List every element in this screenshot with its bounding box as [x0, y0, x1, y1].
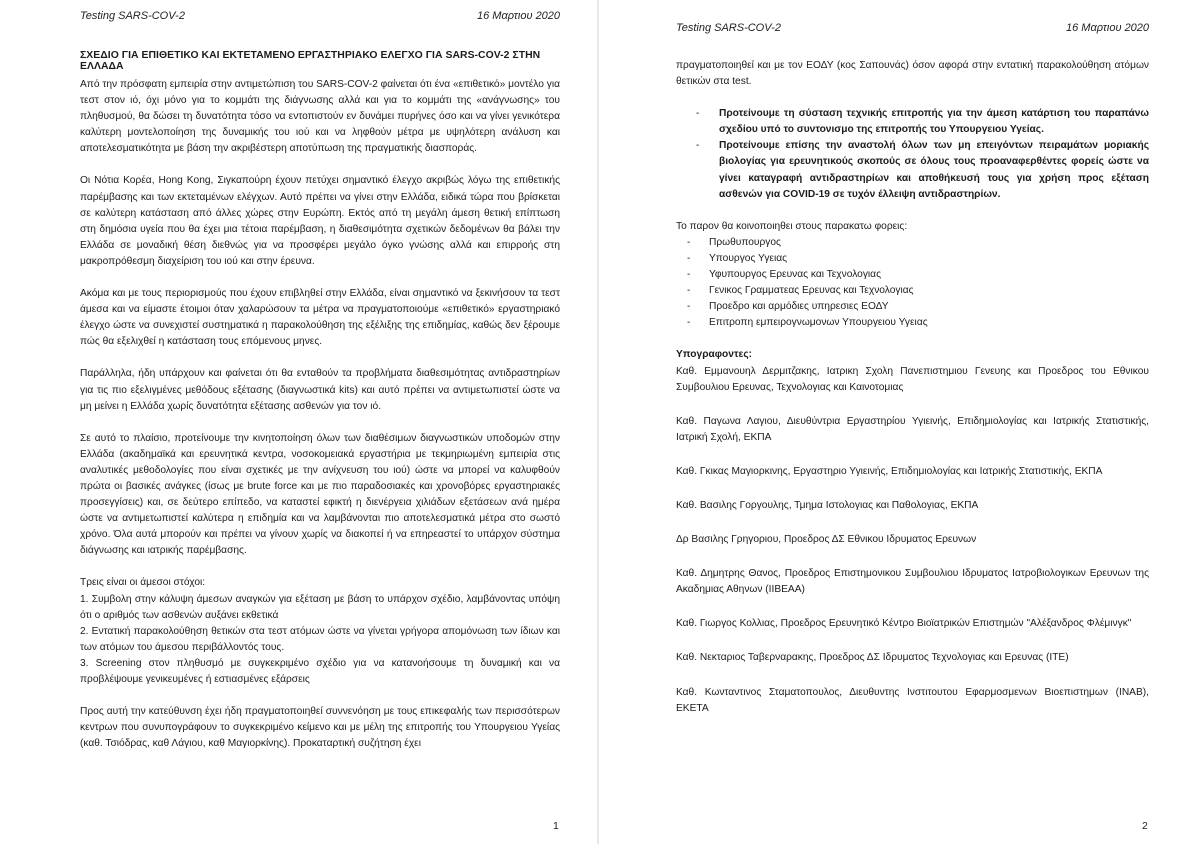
signatory-entry: Καθ. Εμμανουηλ Δερμιτζακης, Ιατρικη Σχολη Πανεπιστημιου Γενευης και Προεδρος του Εθνικου Συμβουλιου Ερευνας, Τεχνολογιας και Καινοτομιας	[676, 365, 1149, 393]
signatory-entry: Δρ Βασιλης Γρηγοριου, Προεδρος ΔΣ Εθνικου Ιδρυματος Ερευνων	[676, 534, 977, 546]
signatory-entry: Καθ. Κωνταντινος Σταματοπουλος, Διευθυντης Ινστιτουτου Εφαρμοσμενων Βιοεπιστημων (INAB), ΕΚΕΤΑ	[676, 686, 1149, 714]
document-page-1	[0, 0, 598, 844]
objectives-intro: Τρεις είναι οι άμεσοι στόχοι:	[80, 577, 206, 589]
paragraph-proposal: Σε αυτό το πλαίσιο, προτείνουμε την κινητοποίηση όλων των διαθέσιμων διαγνωστικών υποδομών στην Ελλάδα (ακαδημαϊκά και ερευνητικά κεντρα, νοσοκομειακά εργαστήρια με τεκμηριωμένη εμπειρία στις αναλυτικές μεθοδολογίες που είναι σχετικές με την ανίχνευση του ιού) ώστε να μπορεί να καλυφθούν πρώτα οι βασικές ανάγκες (ίσως με brute force και με πιο παραδοσιακές και χρονοβόρες εργαστηριακές προσεγγίσεις) και, σε δεύτερο επίπεδο, να καταστεί εφικτή η διενέργεια χιλιάδων εξετάσεων ανά ημέρα ώστε να αντιμετωπιστεί καλύτερα η επιδημία και να λαμβάνονται πιο αποτελεσματικά μέτρα στο σωστό χρόνο. Όλα αυτά μπορούν και πρέπει να γίνουν χωρίς να διακοπεί ή να επηρεαστεί το υπάρχον σύστημα διάγνωσης και ιατρικής παρέμβασης.	[80, 432, 560, 557]
recipients-intro: Το παρον θα κοινοποιηθει στους παρακατω φορεις:	[676, 220, 908, 232]
proposal-item: - Προτείνουμε τη σύσταση τεχνικής επιτροπής για την άμεση κατάρτιση του παραπάνω σχεδίου υπό το συντονισμο της επιτροπής του Υπουργειου Υγείας.	[696, 108, 1149, 136]
signatory-entry: Καθ. Γιωργος Κολλιας, Προεδρος Ερευνητικό Κέντρο Βιοϊατρικών Επιστημών "Αλέξανδρος Φλέμινγκ"	[676, 618, 1132, 630]
proposals-list	[696, 106, 1149, 203]
objective-item: 2. Εντατική παρακολούθηση θετικών στα τεστ ατόμων ώστε να γίνεται γρήγορα απομόνωση των ίδιων και των ατόμων του άμεσου περιβάλλοντός τους.	[80, 625, 560, 653]
recipient-item: - Προεδρο και αρμόδιες υπηρεσιες ΕΟΔΥ	[687, 301, 889, 313]
paragraph-restrictions: Ακόμα και με τους περιορισμούς που έχουν επιβληθεί στην Ελλάδα, είναι σημαντικό να ξεκινήσουν τα τεστ άμεσα και να είμαστε έτοιμοι όταν χαλαρώσουν τα μέτρα να πραγματοποιούμε «επιθετικό» εργαστηριακό έλεγχο ώστε να συνεχιστεί συστηματικά η παρακολούθηση της εξέλιξης της επιδημίας, καθώς δεν ξέρουμε πώς θα εξελιχθεί η κατάσταση τους επόμενους μηνες.	[80, 288, 560, 348]
recipients-list	[687, 235, 1149, 332]
paragraph-continuation: πραγματοποιηθεί και με τον ΕΟΔΥ (κος Σαπουνάς) όσον αφορά στην εντατική παρακολούθηση ατόμων θετικών στα test.	[676, 60, 1149, 88]
page2-body	[676, 58, 1149, 717]
recipient-item: - Επιτροπη εμπειρογνωμονων Υπουργειου Υγειας	[687, 317, 928, 329]
page1-body	[80, 77, 560, 752]
header-left: Testing SARS-COV-2	[80, 10, 185, 22]
page-number: 1	[553, 820, 559, 832]
signatories-title: Υπογραφοντες:	[676, 349, 753, 361]
paragraph-coordination: Προς αυτή την κατεύθυνση έχει ήδη πραγματοποιηθεί συννενόηση με τους επικεφαλής των περισσότερων κεντρων που συνυπογράφουν το συγκεκριμένο κείμενο και με μέλη της επιτροπής του Υπουργειου Υγείας (καθ. Τσιόδρας, καθ Λάγιου, καθ Μαγιορκίνης). Προκαταρτική συζήτηση έχει	[80, 706, 560, 750]
recipient-item: - Υφυπουργος Ερευνας και Τεχνολογιας	[687, 269, 881, 281]
signatory-entry: Καθ. Βασιλης Γοργουλης, Τμημα Ιστολογιας και Παθολογιας, ΕΚΠΑ	[676, 499, 979, 511]
paragraph-reagents: Παράλληλα, ήδη υπάρχουν και φαίνεται ότι θα ενταθούν τα προβλήματα διαθεσιμότητας αντιδραστηρίων για τις πιο εξελιγμένες μεθόδους εξέτασης (διαγνωστικά kits) και αυτό πρέπει να αντιμετωπιστεί ώστε να μη μείνει η Ελλάδα χωρίς δυνατότητα εξέτασης ασθενών για τον ιό.	[80, 368, 560, 412]
objective-item: 3. Screening στον πληθυσμό με συγκεκριμένο σχέδιο για να κατανοήσουμε τη δυναμική και να προβλέψουμε γενικευμένες ή εστιασμένες εξάρσεις	[80, 657, 560, 685]
signatory-entry: Καθ. Παγωνα Λαγιου, Διευθύντρια Εργαστηρίου Υγιεινής, Επιδημιολογίας και Ιατρικής Στατιστικής, Ιατρική Σχολή, ΕΚΠΑ	[676, 415, 1149, 443]
signatory-entry: Καθ. Δημητρης Θανος, Προεδρος Επιστημονικου Συμβουλιου Ιδρυματος Ιατροβιολογικων Ερευνων της Ακαδημιας Αθηνων (ΙΙΒΕΑΑ)	[676, 568, 1149, 596]
recipient-item: - Υπουργος Υγειας	[687, 252, 788, 264]
paragraph-examples: Οι Νότια Κορέα, Hong Kong, Σιγκαπούρη έχουν πετύχει σημαντικό έλεγχο ακριβώς λόγω της επιθετικής παρέμβασης και των εκτεταμένων ελέγχων. Αυτό πρέπει να γίνει στην Ελλάδα, ειδικά τώρα που βρίσκεται σε καλύτερη κατάσταση από άλλες χώρες στην Ευρώπη. Εκτός από τη μεγάλη άμεση θετική επίπτωση στη δημόσια υγεία που θα έχει μια τέτοια παρέμβαση, η διαθεσιμότητα σχετικών δεδομένων θα βάλει την Ελλάδα σε μοναδική θέση διεθνώς για να προσφέρει μεγάλο όγκο γνώσης αλλά και επιρροής στη μακροπρόθεσμη διαχείριση του ιού και στην έρευνα.	[80, 175, 560, 267]
document-title: ΣΧΕΔΙΟ ΓΙΑ ΕΠΙΘΕΤΙΚΟ ΚΑΙ ΕΚΤΕΤΑΜΕΝΟ ΕΡΓΑΣΤΗΡΙΑΚΟ ΕΛΕΓΧΟ ΓΙΑ SARS-COV-2 ΣΤΗΝ ΕΛΛΑΔΑ	[80, 50, 541, 72]
proposal-item: - Προτείνουμε επίσης την αναστολή όλων των μη επειγόντων πειραμάτων μοριακής βιολογίας για ερευνητικούς σκοπούς σε όλους τους προαναφερθέντες φορείς ώστε να γίνει καταγραφή αντιδραστηρίων και αποθήκευσή τους για χρήση προς εξέταση ασθενών για COVID-19 σε τυχόν έλλειψη αντιδραστηρίων.	[696, 140, 1149, 200]
signatory-entry: Καθ. Γκικας Μαγιορκινης, Εργαστηριο Υγιεινής, Επιδημιολογίας και Ιατρικής Στατιστικής, ΕΚΠΑ	[676, 465, 1103, 477]
document-page-2	[599, 0, 1198, 844]
page-number: 2	[1142, 820, 1148, 832]
header-date: 16 Μαρτιου 2020	[1066, 22, 1150, 34]
signatory-entry: Καθ. Νεκταριος Ταβερναρακης, Προεδρος ΔΣ Ιδρυματος Τεχνολογιας και Ερευνας (ΙΤΕ)	[676, 652, 1069, 664]
header-date: 16 Μαρτιου 2020	[477, 10, 561, 22]
objective-item: 1. Συμβολη στην κάλυψη άμεσων αναγκών για εξέταση με βάση το υπάρχον σχέδιο, λαμβάνοντας υπόψη ότι ο αριθμός των ασθενών αυξάνει εκθετικά	[80, 593, 560, 621]
header-left: Testing SARS-COV-2	[676, 22, 781, 34]
paragraph-intro: Από την πρόσφατη εμπειρία στην αντιμετώπιση του SARS-COV-2 φαίνεται ότι ένα «επιθετικό» μοντέλο για τεστ στον ιό, όχι μόνο για το κομμάτι της διάγνωσης αλλά και για το κομμάτι της «ανάγνωσης» του πληθυσμού, θα δώσει τη δυνατότητα τόσο να εντοπιστούν εν δυνάμει πυρήνες όσο και να γίνει γενικότερα καλύτερη μοντελοποίηση της δυναμικής του ιού και να ληφθούν μέτρα με υψηλότερη ανάλυση και αποτελεσματικότητα με βάση την ακριβέστερη αποτύπωση της πραγματικής διασποράς.	[80, 79, 560, 155]
recipient-item: - Πρωθυπουργος	[687, 236, 781, 248]
recipient-item: - Γενικος Γραμματεας Ερευνας και Τεχνολογιας	[687, 285, 914, 297]
